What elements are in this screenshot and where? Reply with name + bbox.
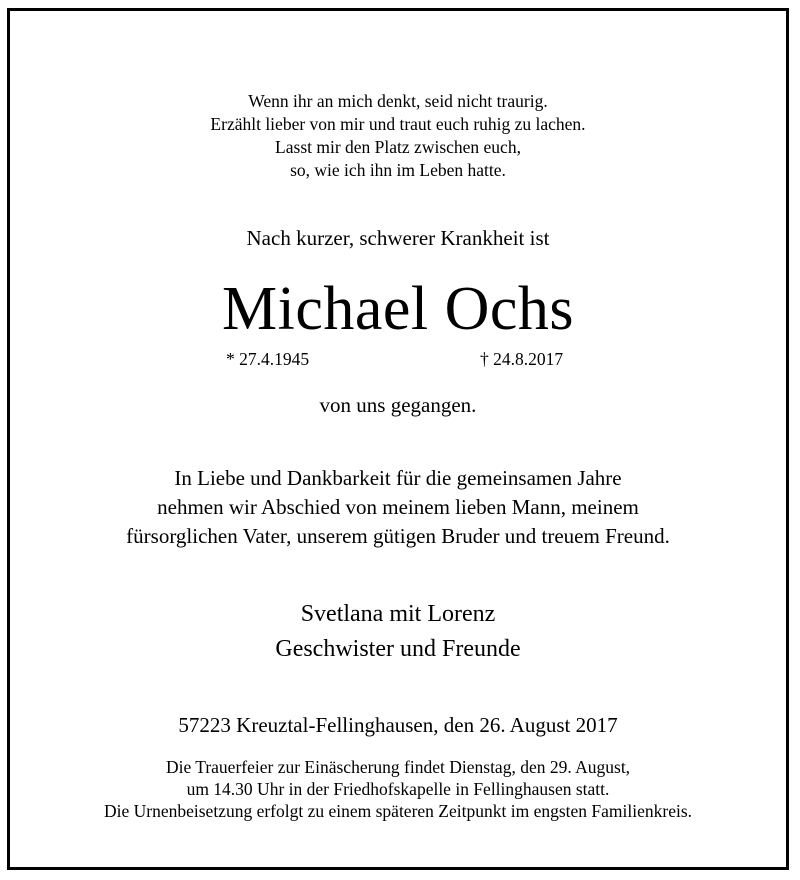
survivors — [10, 597, 786, 667]
passed-text: von uns gegangen. — [319, 393, 477, 417]
service-line: um 14.30 Uhr in der Friedhofskapelle in Fellinghausen statt. — [186, 779, 610, 799]
memorial-poem — [10, 90, 786, 182]
poem-line: Erzählt lieber von mir und traut euch ruhig zu lachen. — [210, 114, 586, 134]
intro-text: Nach kurzer, schwerer Krankheit ist — [246, 226, 550, 250]
service-line: Die Trauerfeier zur Einäscherung findet Dienstag, den 29. August, — [165, 757, 631, 777]
poem-line: Wenn ihr an mich denkt, seid nicht traurig. — [248, 91, 548, 111]
place-and-date: 57223 Kreuztal-Fellinghausen, den 26. August 2017 — [178, 713, 618, 737]
survivor-line: Geschwister und Freunde — [275, 636, 521, 662]
farewell-line: In Liebe und Dankbarkeit für die gemeinsamen Jahre — [174, 466, 622, 490]
farewell-line: nehmen wir Abschied von meinem lieben Mann, meinem — [157, 495, 639, 519]
poem-line: Lasst mir den Platz zwischen euch, — [275, 137, 521, 157]
service-line: Die Urnenbeisetzung erfolgt zu einem späteren Zeitpunkt im engsten Familienkreis. — [103, 801, 693, 821]
death-date: † 24.8.2017 — [480, 349, 564, 369]
survivor-line: Svetlana mit Lorenz — [300, 601, 496, 627]
birth-date: * 27.4.1945 — [226, 349, 310, 369]
service-info — [10, 756, 786, 822]
farewell-line: fürsorglichen Vater, unserem gütigen Bruder und treuem Freund. — [126, 524, 670, 548]
deceased-name: Michael Ochs — [221, 275, 575, 343]
farewell-text — [10, 464, 786, 551]
poem-line: so, wie ich ihn im Leben hatte. — [290, 160, 506, 180]
obituary-notice — [7, 8, 789, 870]
